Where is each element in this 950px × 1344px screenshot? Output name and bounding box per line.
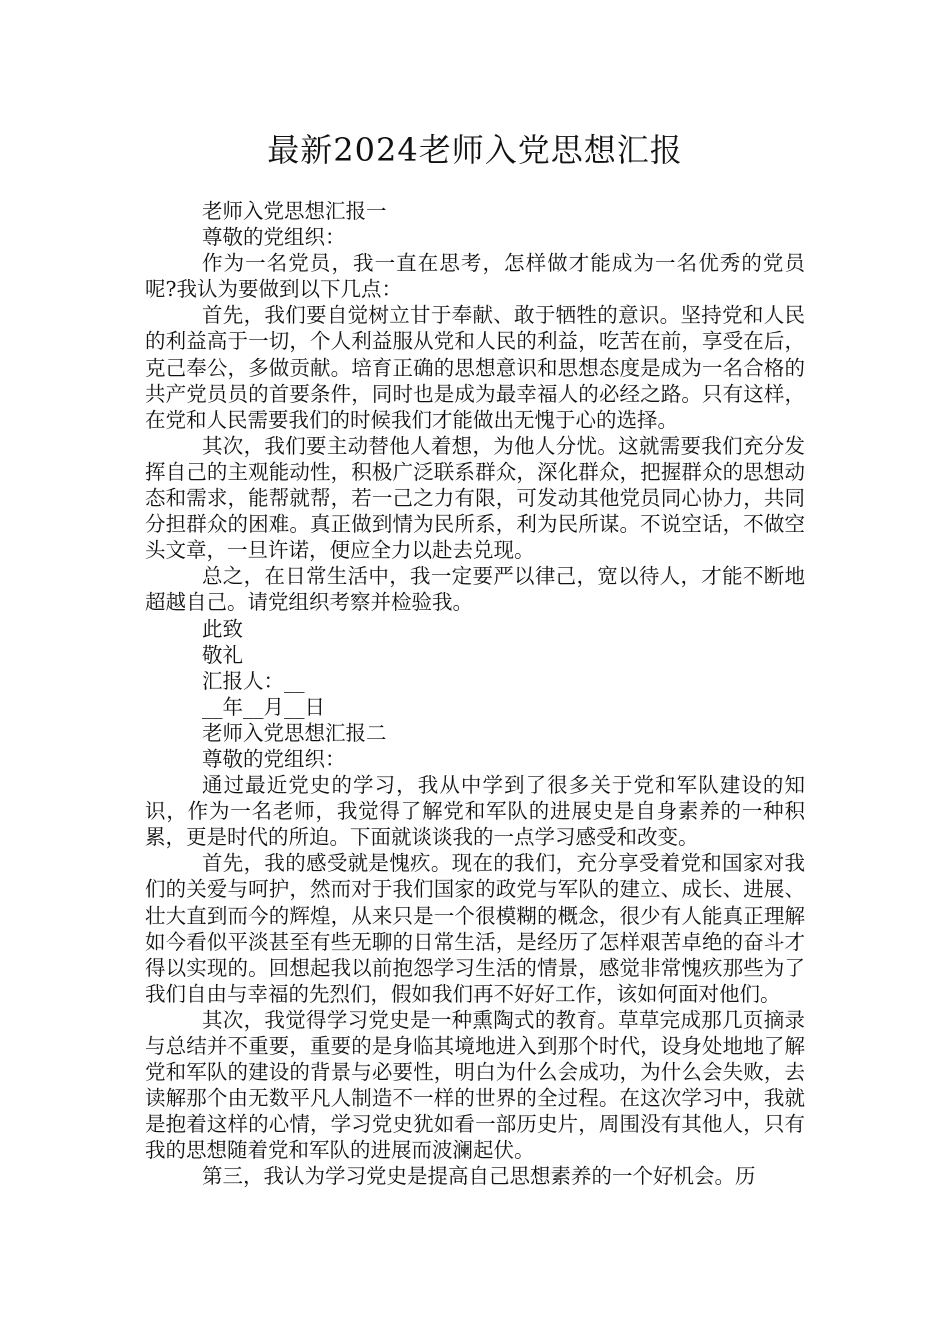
reporter-line: 汇报人：__	[202, 668, 305, 693]
salutation: 尊敬的党组织：	[202, 746, 346, 771]
body-paragraph: 其次，我觉得学习党史是一种熏陶式的教育。草草完成那几页摘录与总结并不重要，重要的是身临其境地进入到那个时代，设身处地地了解党和军队的建设的背景与必要性，明白为什么会成功，为什么会失败，去读解那个由无数平凡人制造不一样的世界的全过程。在这次学习中，我就是抱着这样的心情，学习党史犹如看一部历史片，周围没有其他人，只有我的思想随着党和军队的进展而波澜起伏。	[145, 1007, 805, 1163]
section-heading: 老师入党思想汇报二	[202, 720, 387, 745]
document-title: 最新2024老师入党思想汇报	[267, 131, 683, 169]
date-line: __年__月__日	[202, 694, 325, 719]
body-paragraph: 作为一名党员，我一直在思考，怎样做才能成为一名优秀的党员呢?我认为要做到以下几点：	[145, 251, 805, 302]
body-paragraph: 总之，在日常生活中，我一定要严以律己，宽以待人，才能不断地超越自己。请党组织考察并检验我。	[145, 564, 805, 615]
body-paragraph: 通过最近党史的学习，我从中学到了很多关于党和军队建设的知识，作为一名老师，我觉得了解党和军队的进展史是自身素养的一种积累，更是时代的所迫。下面就谈谈我的一点学习感受和改变。	[145, 773, 805, 850]
body-paragraph: 首先，我的感受就是愧疚。现在的我们，充分享受着党和国家对我们的关爱与呵护，然而对于我们国家的政党与军队的建立、成长、进展、壮大直到而今的辉煌，从来只是一个很模糊的概念，很少有人能真正理解如今看似平淡甚至有些无聊的日常生活，是经历了怎样艰苦卓绝的奋斗才得以实现的。回想起我以前抱怨学习生活的情景，感觉非常愧疚那些为了我们自由与幸福的先烈们，假如我们再不好好工作，该如何面对他们。	[145, 851, 805, 1006]
closing-line: 敬礼	[202, 642, 243, 667]
body-paragraph: 第三，我认为学习党史是提高自己思想素养的一个好机会。历	[202, 1164, 756, 1189]
body-paragraph: 其次，我们要主动替他人着想，为他人分忧。这就需要我们充分发挥自己的主观能动性，积极广泛联系群众，深化群众，把握群众的思想动态和需求，能帮就帮，若一己之力有限，可发动其他党员同心协力，共同分担群众的困难。真正做到情为民所系，利为民所谋。不说空话，不做空头文章，一旦许诺，便应全力以赴去兑现。	[145, 433, 805, 563]
section-heading: 老师入党思想汇报一	[202, 199, 387, 223]
salutation: 尊敬的党组织：	[202, 225, 346, 250]
document-body	[145, 198, 805, 1190]
closing-line: 此致	[202, 616, 243, 641]
body-paragraph: 首先，我们要自觉树立甘于奉献、敢于牺牲的意识。坚持党和人民的利益高于一切，个人利益服从党和人民的利益，吃苦在前，享受在后，克己奉公，多做贡献。培育正确的思想意识和思想态度是成为一名合格的共产党员员的首要条件，同时也是成为最幸福人的必经之路。只有这样，在党和人民需要我们的时候我们才能做出无愧于心的选择。	[145, 303, 805, 432]
